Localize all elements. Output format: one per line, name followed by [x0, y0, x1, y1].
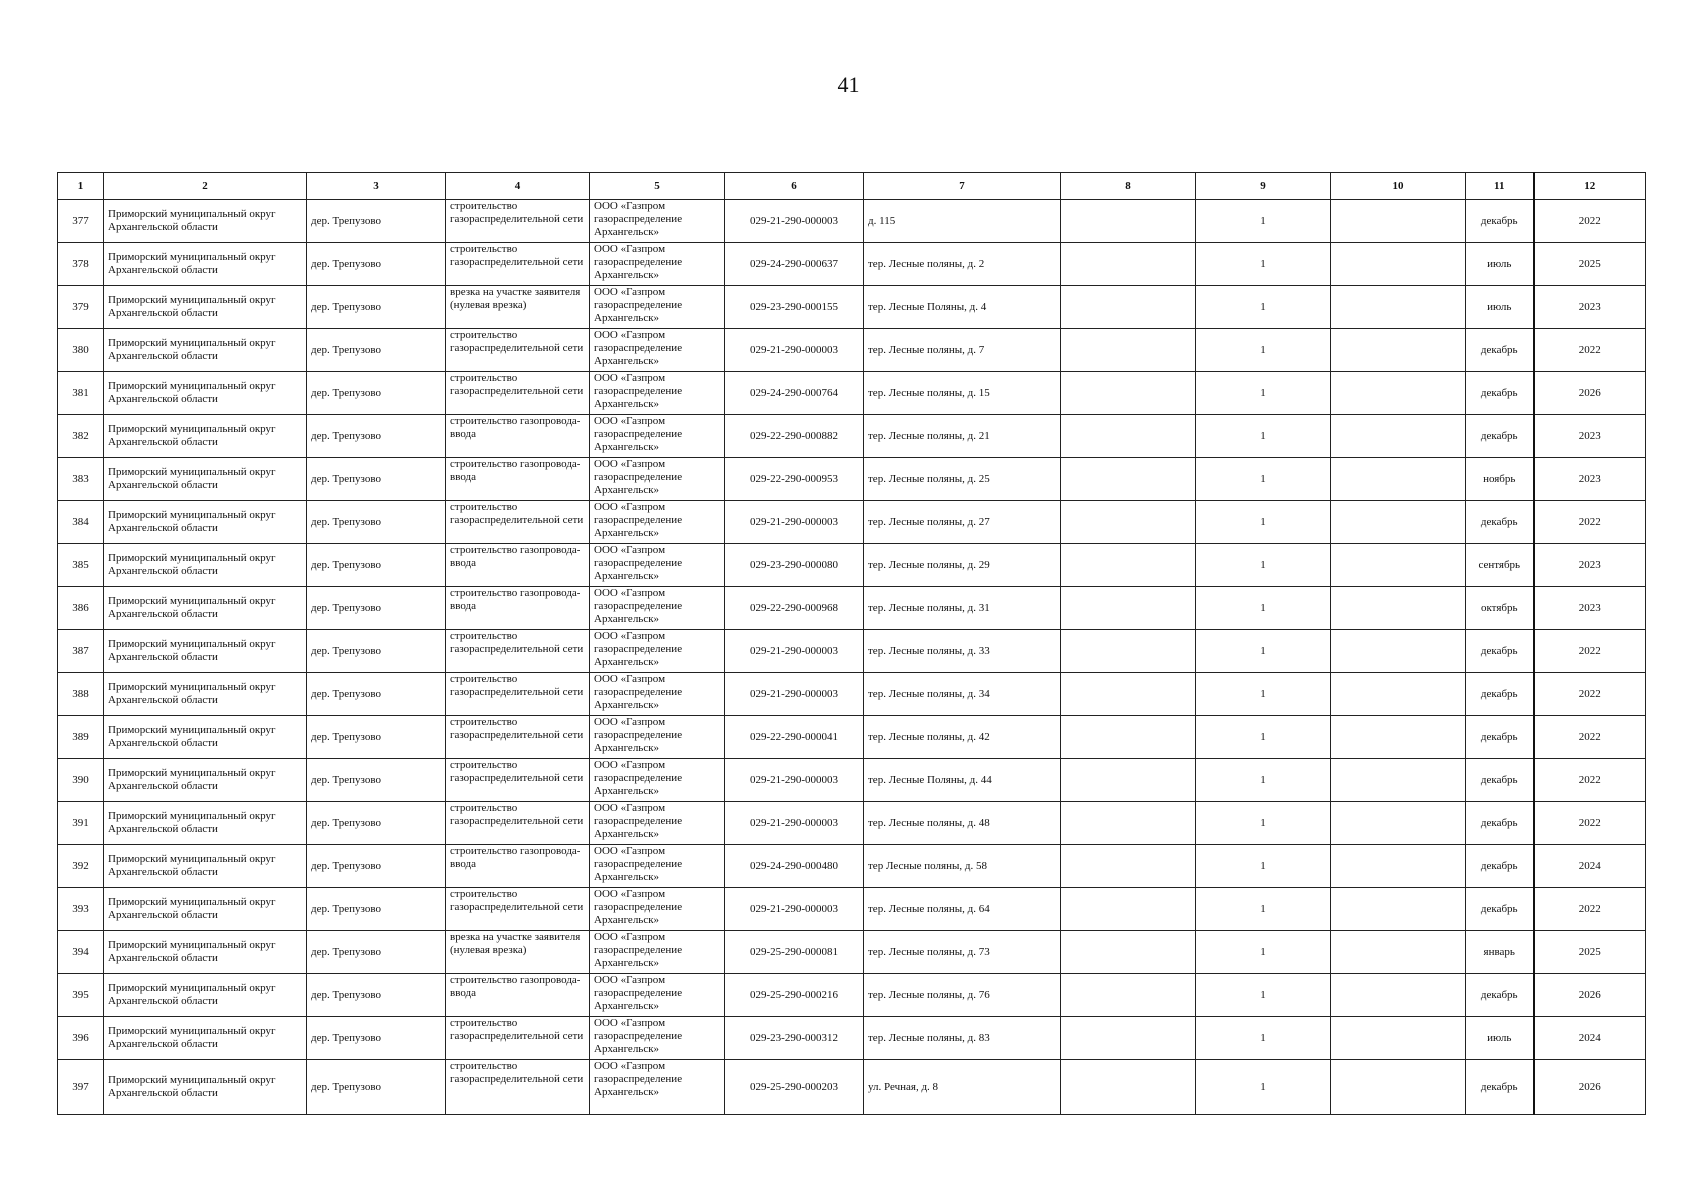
district-cell: Приморский муниципальный округ Архангельской области — [104, 372, 307, 415]
column-10-cell — [1331, 458, 1466, 501]
year-cell: 2025 — [1534, 243, 1646, 286]
work-type-cell: строительство газораспределительной сети — [446, 1017, 590, 1060]
work-type-cell: строительство газораспределительной сети — [446, 200, 590, 243]
year-cell: 2022 — [1534, 501, 1646, 544]
table-row — [58, 329, 1646, 372]
year-cell: 2022 — [1534, 802, 1646, 845]
organization-cell: ООО «Газпром газораспределение Архангельск» — [590, 544, 725, 587]
quantity-cell: 1 — [1196, 286, 1331, 329]
locality-cell: дер. Трепузово — [307, 243, 446, 286]
column-8-cell — [1061, 888, 1196, 931]
row-number: 396 — [58, 1017, 104, 1060]
column-10-cell — [1331, 286, 1466, 329]
organization-cell: ООО «Газпром газораспределение Архангельск» — [590, 630, 725, 673]
district-cell: Приморский муниципальный округ Архангельской области — [104, 243, 307, 286]
district-cell: Приморский муниципальный округ Архангельской области — [104, 329, 307, 372]
locality-cell: дер. Трепузово — [307, 802, 446, 845]
column-header-10: 10 — [1331, 173, 1466, 200]
district-cell: Приморский муниципальный округ Архангельской области — [104, 802, 307, 845]
column-header-6: 6 — [725, 173, 864, 200]
page-number: 41 — [837, 72, 860, 97]
locality-cell: дер. Трепузово — [307, 329, 446, 372]
quantity-cell: 1 — [1196, 630, 1331, 673]
code-cell: 029-24-290-000764 — [725, 372, 864, 415]
organization-cell: ООО «Газпром газораспределение Архангельск» — [590, 1017, 725, 1060]
code-cell: 029-25-290-000203 — [725, 1060, 864, 1115]
month-cell: октябрь — [1466, 587, 1534, 630]
locality-cell: дер. Трепузово — [307, 630, 446, 673]
month-cell: декабрь — [1466, 501, 1534, 544]
quantity-cell: 1 — [1196, 501, 1331, 544]
locality-cell: дер. Трепузово — [307, 716, 446, 759]
address-cell: тер. Лесные поляны, д. 29 — [864, 544, 1061, 587]
row-number: 387 — [58, 630, 104, 673]
quantity-cell: 1 — [1196, 329, 1331, 372]
column-8-cell — [1061, 673, 1196, 716]
month-cell: декабрь — [1466, 372, 1534, 415]
work-type-cell: строительство газораспределительной сети — [446, 630, 590, 673]
address-cell: тер. Лесные поляны, д. 33 — [864, 630, 1061, 673]
address-cell: тер. Лесные поляны, д. 27 — [864, 501, 1061, 544]
column-10-cell — [1331, 372, 1466, 415]
code-cell: 029-21-290-000003 — [725, 888, 864, 931]
row-number: 377 — [58, 200, 104, 243]
year-cell: 2022 — [1534, 200, 1646, 243]
year-cell: 2023 — [1534, 458, 1646, 501]
month-cell: декабрь — [1466, 759, 1534, 802]
code-cell: 029-21-290-000003 — [725, 200, 864, 243]
month-cell: июль — [1466, 243, 1534, 286]
table-row — [58, 286, 1646, 329]
column-10-cell — [1331, 200, 1466, 243]
column-10-cell — [1331, 931, 1466, 974]
month-cell: декабрь — [1466, 329, 1534, 372]
locality-cell: дер. Трепузово — [307, 372, 446, 415]
column-8-cell — [1061, 759, 1196, 802]
row-number: 395 — [58, 974, 104, 1017]
organization-cell: ООО «Газпром газораспределение Архангельск» — [590, 587, 725, 630]
month-cell: декабрь — [1466, 673, 1534, 716]
column-header-2: 2 — [104, 173, 307, 200]
row-number: 391 — [58, 802, 104, 845]
code-cell: 029-23-290-000155 — [725, 286, 864, 329]
year-cell: 2023 — [1534, 544, 1646, 587]
table-header-row — [58, 173, 1646, 200]
work-type-cell: строительство газопровода-ввода — [446, 845, 590, 888]
organization-cell: ООО «Газпром газораспределение Архангельск» — [590, 415, 725, 458]
quantity-cell: 1 — [1196, 802, 1331, 845]
quantity-cell: 1 — [1196, 544, 1331, 587]
month-cell: ноябрь — [1466, 458, 1534, 501]
column-10-cell — [1331, 329, 1466, 372]
locality-cell: дер. Трепузово — [307, 286, 446, 329]
month-cell: декабрь — [1466, 974, 1534, 1017]
district-cell: Приморский муниципальный округ Архангельской области — [104, 544, 307, 587]
row-number: 385 — [58, 544, 104, 587]
month-cell: сентябрь — [1466, 544, 1534, 587]
row-number: 384 — [58, 501, 104, 544]
organization-cell: ООО «Газпром газораспределение Архангельск» — [590, 200, 725, 243]
row-number: 390 — [58, 759, 104, 802]
locality-cell: дер. Трепузово — [307, 974, 446, 1017]
column-8-cell — [1061, 802, 1196, 845]
year-cell: 2022 — [1534, 716, 1646, 759]
column-8-cell — [1061, 372, 1196, 415]
column-8-cell — [1061, 716, 1196, 759]
column-10-cell — [1331, 630, 1466, 673]
locality-cell: дер. Трепузово — [307, 544, 446, 587]
work-type-cell: строительство газораспределительной сети — [446, 802, 590, 845]
column-10-cell — [1331, 544, 1466, 587]
organization-cell: ООО «Газпром газораспределение Архангельск» — [590, 501, 725, 544]
column-header-1: 1 — [58, 173, 104, 200]
year-cell: 2024 — [1534, 1017, 1646, 1060]
quantity-cell: 1 — [1196, 931, 1331, 974]
district-cell: Приморский муниципальный округ Архангельской области — [104, 673, 307, 716]
organization-cell: ООО «Газпром газораспределение Архангельск» — [590, 974, 725, 1017]
work-type-cell: строительство газопровода-ввода — [446, 974, 590, 1017]
quantity-cell: 1 — [1196, 759, 1331, 802]
column-8-cell — [1061, 501, 1196, 544]
month-cell: декабрь — [1466, 415, 1534, 458]
year-cell: 2022 — [1534, 329, 1646, 372]
code-cell: 029-21-290-000003 — [725, 802, 864, 845]
table-row — [58, 888, 1646, 931]
year-cell: 2023 — [1534, 286, 1646, 329]
address-cell: тер. Лесные поляны, д. 42 — [864, 716, 1061, 759]
locality-cell: дер. Трепузово — [307, 931, 446, 974]
month-cell: декабрь — [1466, 845, 1534, 888]
address-cell: тер. Лесные поляны, д. 83 — [864, 1017, 1061, 1060]
month-cell: декабрь — [1466, 1060, 1534, 1115]
address-cell: тер. Лесные поляны, д. 21 — [864, 415, 1061, 458]
organization-cell: ООО «Газпром газораспределение Архангельск» — [590, 1060, 725, 1115]
table-row — [58, 544, 1646, 587]
column-header-5: 5 — [590, 173, 725, 200]
row-number: 394 — [58, 931, 104, 974]
column-10-cell — [1331, 415, 1466, 458]
column-10-cell — [1331, 845, 1466, 888]
row-number: 380 — [58, 329, 104, 372]
column-10-cell — [1331, 673, 1466, 716]
quantity-cell: 1 — [1196, 200, 1331, 243]
row-number: 388 — [58, 673, 104, 716]
organization-cell: ООО «Газпром газораспределение Архангельск» — [590, 802, 725, 845]
column-8-cell — [1061, 200, 1196, 243]
table-row — [58, 243, 1646, 286]
code-cell: 029-22-290-000968 — [725, 587, 864, 630]
quantity-cell: 1 — [1196, 888, 1331, 931]
locality-cell: дер. Трепузово — [307, 200, 446, 243]
address-cell: тер. Лесные поляны, д. 34 — [864, 673, 1061, 716]
column-8-cell — [1061, 544, 1196, 587]
organization-cell: ООО «Газпром газораспределение Архангельск» — [590, 845, 725, 888]
district-cell: Приморский муниципальный округ Архангельской области — [104, 974, 307, 1017]
address-cell: тер. Лесные поляны, д. 15 — [864, 372, 1061, 415]
column-header-7: 7 — [864, 173, 1061, 200]
column-10-cell — [1331, 501, 1466, 544]
row-number: 378 — [58, 243, 104, 286]
table-row — [58, 845, 1646, 888]
work-type-cell: строительство газораспределительной сети — [446, 372, 590, 415]
column-header-11: 11 — [1466, 173, 1534, 200]
row-number: 382 — [58, 415, 104, 458]
work-type-cell: врезка на участке заявителя (нулевая врезка) — [446, 286, 590, 329]
district-cell: Приморский муниципальный округ Архангельской области — [104, 630, 307, 673]
code-cell: 029-25-290-000081 — [725, 931, 864, 974]
quantity-cell: 1 — [1196, 372, 1331, 415]
gasification-table — [57, 172, 1646, 1115]
code-cell: 029-21-290-000003 — [725, 501, 864, 544]
work-type-cell: строительство газораспределительной сети — [446, 716, 590, 759]
address-cell: тер. Лесные Поляны, д. 44 — [864, 759, 1061, 802]
quantity-cell: 1 — [1196, 458, 1331, 501]
work-type-cell: строительство газораспределительной сети — [446, 888, 590, 931]
organization-cell: ООО «Газпром газораспределение Архангельск» — [590, 458, 725, 501]
district-cell: Приморский муниципальный округ Архангельской области — [104, 415, 307, 458]
locality-cell: дер. Трепузово — [307, 458, 446, 501]
column-8-cell — [1061, 458, 1196, 501]
work-type-cell: строительство газораспределительной сети — [446, 673, 590, 716]
work-type-cell: строительство газораспределительной сети — [446, 759, 590, 802]
address-cell: тер. Лесные поляны, д. 31 — [864, 587, 1061, 630]
quantity-cell: 1 — [1196, 415, 1331, 458]
organization-cell: ООО «Газпром газораспределение Архангельск» — [590, 673, 725, 716]
quantity-cell: 1 — [1196, 587, 1331, 630]
district-cell: Приморский муниципальный округ Архангельской области — [104, 200, 307, 243]
year-cell: 2022 — [1534, 888, 1646, 931]
code-cell: 029-22-290-000953 — [725, 458, 864, 501]
district-cell: Приморский муниципальный округ Архангельской области — [104, 501, 307, 544]
work-type-cell: строительство газопровода-ввода — [446, 458, 590, 501]
locality-cell: дер. Трепузово — [307, 415, 446, 458]
year-cell: 2026 — [1534, 1060, 1646, 1115]
address-cell: ул. Речная, д. 8 — [864, 1060, 1061, 1115]
quantity-cell: 1 — [1196, 243, 1331, 286]
code-cell: 029-24-290-000637 — [725, 243, 864, 286]
table-row — [58, 716, 1646, 759]
locality-cell: дер. Трепузово — [307, 673, 446, 716]
code-cell: 029-22-290-000041 — [725, 716, 864, 759]
column-10-cell — [1331, 587, 1466, 630]
organization-cell: ООО «Газпром газораспределение Архангельск» — [590, 329, 725, 372]
column-10-cell — [1331, 716, 1466, 759]
month-cell: декабрь — [1466, 888, 1534, 931]
month-cell: декабрь — [1466, 802, 1534, 845]
code-cell: 029-21-290-000003 — [725, 329, 864, 372]
code-cell: 029-24-290-000480 — [725, 845, 864, 888]
address-cell: тер. Лесные поляны, д. 48 — [864, 802, 1061, 845]
organization-cell: ООО «Газпром газораспределение Архангельск» — [590, 888, 725, 931]
table-row — [58, 1060, 1646, 1115]
row-number: 379 — [58, 286, 104, 329]
row-number: 383 — [58, 458, 104, 501]
table-row — [58, 587, 1646, 630]
month-cell: декабрь — [1466, 200, 1534, 243]
address-cell: тер. Лесные поляны, д. 25 — [864, 458, 1061, 501]
column-header-3: 3 — [307, 173, 446, 200]
column-8-cell — [1061, 243, 1196, 286]
code-cell: 029-22-290-000882 — [725, 415, 864, 458]
table-row — [58, 630, 1646, 673]
year-cell: 2023 — [1534, 587, 1646, 630]
month-cell: декабрь — [1466, 716, 1534, 759]
column-8-cell — [1061, 1060, 1196, 1115]
month-cell: декабрь — [1466, 630, 1534, 673]
locality-cell: дер. Трепузово — [307, 1060, 446, 1115]
locality-cell: дер. Трепузово — [307, 759, 446, 802]
table-row — [58, 931, 1646, 974]
organization-cell: ООО «Газпром газораспределение Архангельск» — [590, 243, 725, 286]
quantity-cell: 1 — [1196, 673, 1331, 716]
work-type-cell: строительство газопровода-ввода — [446, 415, 590, 458]
district-cell: Приморский муниципальный округ Архангельской области — [104, 1060, 307, 1115]
district-cell: Приморский муниципальный округ Архангельской области — [104, 286, 307, 329]
year-cell: 2025 — [1534, 931, 1646, 974]
year-cell: 2022 — [1534, 673, 1646, 716]
district-cell: Приморский муниципальный округ Архангельской области — [104, 759, 307, 802]
column-8-cell — [1061, 630, 1196, 673]
work-type-cell: строительство газопровода-ввода — [446, 587, 590, 630]
row-number: 397 — [58, 1060, 104, 1115]
address-cell: тер. Лесные Поляны, д. 4 — [864, 286, 1061, 329]
work-type-cell: строительство газопровода-ввода — [446, 544, 590, 587]
district-cell: Приморский муниципальный округ Архангельской области — [104, 458, 307, 501]
address-cell: тер Лесные поляны, д. 58 — [864, 845, 1061, 888]
column-header-4: 4 — [446, 173, 590, 200]
column-8-cell — [1061, 415, 1196, 458]
column-10-cell — [1331, 802, 1466, 845]
column-10-cell — [1331, 243, 1466, 286]
column-8-cell — [1061, 587, 1196, 630]
quantity-cell: 1 — [1196, 1017, 1331, 1060]
year-cell: 2023 — [1534, 415, 1646, 458]
table-row — [58, 759, 1646, 802]
locality-cell: дер. Трепузово — [307, 501, 446, 544]
month-cell: июль — [1466, 1017, 1534, 1060]
code-cell: 029-21-290-000003 — [725, 630, 864, 673]
column-10-cell — [1331, 888, 1466, 931]
column-8-cell — [1061, 286, 1196, 329]
organization-cell: ООО «Газпром газораспределение Архангельск» — [590, 286, 725, 329]
address-cell: тер. Лесные поляны, д. 2 — [864, 243, 1061, 286]
district-cell: Приморский муниципальный округ Архангельской области — [104, 888, 307, 931]
address-cell: тер. Лесные поляны, д. 76 — [864, 974, 1061, 1017]
address-cell: д. 115 — [864, 200, 1061, 243]
quantity-cell: 1 — [1196, 1060, 1331, 1115]
address-cell: тер. Лесные поляны, д. 73 — [864, 931, 1061, 974]
locality-cell: дер. Трепузово — [307, 845, 446, 888]
table-row — [58, 673, 1646, 716]
column-header-8: 8 — [1061, 173, 1196, 200]
column-10-cell — [1331, 974, 1466, 1017]
month-cell: январь — [1466, 931, 1534, 974]
column-8-cell — [1061, 845, 1196, 888]
row-number: 386 — [58, 587, 104, 630]
code-cell: 029-21-290-000003 — [725, 759, 864, 802]
column-header-12: 12 — [1534, 173, 1646, 200]
row-number: 393 — [58, 888, 104, 931]
table-body — [58, 200, 1646, 1115]
locality-cell: дер. Трепузово — [307, 888, 446, 931]
district-cell: Приморский муниципальный округ Архангельской области — [104, 931, 307, 974]
column-8-cell — [1061, 974, 1196, 1017]
column-10-cell — [1331, 1060, 1466, 1115]
table-row — [58, 372, 1646, 415]
work-type-cell: строительство газораспределительной сети — [446, 243, 590, 286]
table-row — [58, 415, 1646, 458]
district-cell: Приморский муниципальный округ Архангельской области — [104, 1017, 307, 1060]
row-number: 381 — [58, 372, 104, 415]
organization-cell: ООО «Газпром газораспределение Архангельск» — [590, 759, 725, 802]
year-cell: 2022 — [1534, 630, 1646, 673]
address-cell: тер. Лесные поляны, д. 64 — [864, 888, 1061, 931]
year-cell: 2026 — [1534, 974, 1646, 1017]
year-cell: 2022 — [1534, 759, 1646, 802]
column-header-9: 9 — [1196, 173, 1331, 200]
year-cell: 2026 — [1534, 372, 1646, 415]
district-cell: Приморский муниципальный округ Архангельской области — [104, 587, 307, 630]
column-8-cell — [1061, 1017, 1196, 1060]
organization-cell: ООО «Газпром газораспределение Архангельск» — [590, 372, 725, 415]
code-cell: 029-21-290-000003 — [725, 673, 864, 716]
quantity-cell: 1 — [1196, 845, 1331, 888]
month-cell: июль — [1466, 286, 1534, 329]
code-cell: 029-23-290-000312 — [725, 1017, 864, 1060]
work-type-cell: строительство газораспределительной сети — [446, 501, 590, 544]
code-cell: 029-25-290-000216 — [725, 974, 864, 1017]
quantity-cell: 1 — [1196, 974, 1331, 1017]
row-number: 389 — [58, 716, 104, 759]
work-type-cell: строительство газораспределительной сети — [446, 1060, 590, 1115]
quantity-cell: 1 — [1196, 716, 1331, 759]
address-cell: тер. Лесные поляны, д. 7 — [864, 329, 1061, 372]
table-row — [58, 802, 1646, 845]
column-8-cell — [1061, 931, 1196, 974]
work-type-cell: врезка на участке заявителя (нулевая врезка) — [446, 931, 590, 974]
organization-cell: ООО «Газпром газораспределение Архангельск» — [590, 931, 725, 974]
code-cell: 029-23-290-000080 — [725, 544, 864, 587]
locality-cell: дер. Трепузово — [307, 587, 446, 630]
district-cell: Приморский муниципальный округ Архангельской области — [104, 845, 307, 888]
table-row — [58, 1017, 1646, 1060]
row-number: 392 — [58, 845, 104, 888]
work-type-cell: строительство газораспределительной сети — [446, 329, 590, 372]
district-cell: Приморский муниципальный округ Архангельской области — [104, 716, 307, 759]
locality-cell: дер. Трепузово — [307, 1017, 446, 1060]
table-row — [58, 501, 1646, 544]
column-10-cell — [1331, 759, 1466, 802]
year-cell: 2024 — [1534, 845, 1646, 888]
table-row — [58, 458, 1646, 501]
organization-cell: ООО «Газпром газораспределение Архангельск» — [590, 716, 725, 759]
column-8-cell — [1061, 329, 1196, 372]
table-row — [58, 974, 1646, 1017]
table-row — [58, 200, 1646, 243]
column-10-cell — [1331, 1017, 1466, 1060]
